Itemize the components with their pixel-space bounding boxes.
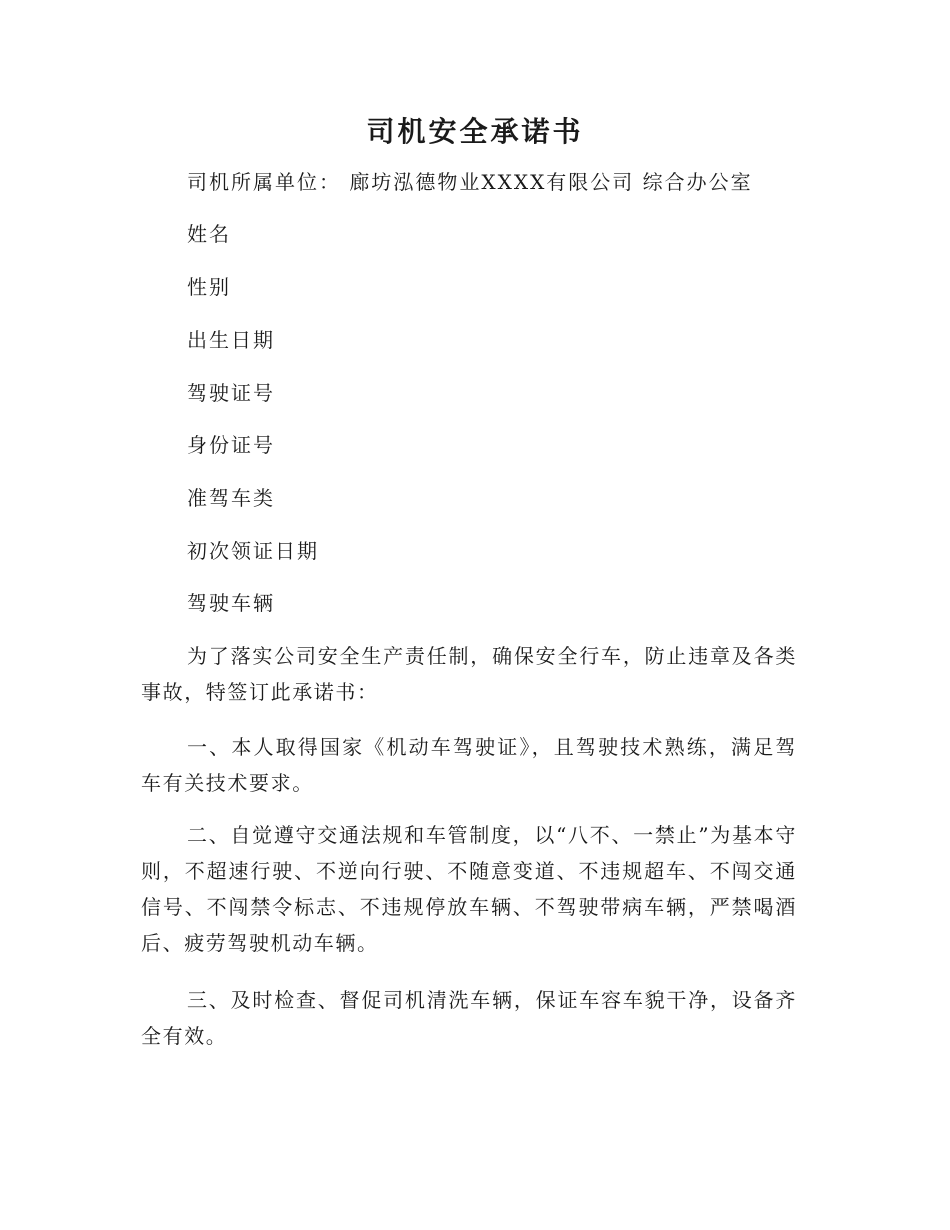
field-license-number: 驾驶证号 — [187, 381, 275, 405]
unit-line: 司机所属单位： 廊坊泓德物业XXXX有限公司 综合办公室 — [187, 170, 753, 194]
field-name: 姓名 — [187, 222, 231, 246]
clause-1-paragraph: 一、本人取得国家《机动车驾驶证》，且驾驶技术熟练，满足驾车有关技术要求。 — [141, 735, 797, 795]
field-license-class: 准驾车类 — [187, 486, 275, 510]
clause-2-paragraph: 二、自觉遵守交通法规和车管制度，以“八不、一禁止”为基本守则，不超速行驶、不逆向行驶、不随意变道、不违规超车、不闯交通信号、不闯禁令标志、不违规停放车辆、不驾驶带病车辆，严禁喝酒后、疲劳驾驶机动车辆。 — [141, 823, 797, 955]
field-id-number: 身份证号 — [187, 433, 275, 457]
field-birth-date: 出生日期 — [187, 328, 275, 352]
intro-paragraph: 为了落实公司安全生产责任制，确保安全行车，防止违章及各类事故，特签订此承诺书： — [141, 644, 797, 704]
field-gender: 性别 — [187, 275, 231, 299]
clause-3-paragraph: 三、及时检查、督促司机清洗车辆，保证车容车貌干净，设备齐全有效。 — [141, 988, 797, 1048]
field-vehicle: 驾驶车辆 — [187, 591, 275, 615]
field-first-license-date: 初次领证日期 — [187, 539, 319, 563]
document-title: 司机安全承诺书 — [366, 115, 584, 148]
